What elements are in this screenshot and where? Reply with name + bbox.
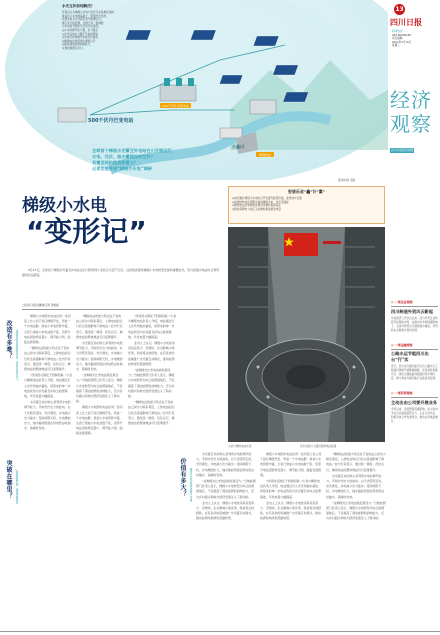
body-paragraph: 水光蓄互补的核心是利用水电的调节能力，平抑光伏出力的波动。白天光照充足时，光伏满发，水电减少出力蓄水；夜间或阴天时，水电增加出力，抽水蓄能机组在用电低谷时抽水、高峰时发电。	[24, 400, 71, 431]
headline	[22, 196, 222, 248]
sidebar	[391, 300, 438, 630]
info-line: ◎梯级电站协同优化调度运行	[62, 39, 96, 43]
headline-line2: “变形记”	[26, 215, 147, 248]
sidebar-tag: ◎ 一周企业观察	[391, 300, 413, 304]
info-line: ◎提高清洁能源消纳能力，	[62, 43, 93, 47]
sidebar-body: 中央经济工作会议以来，四川外贸企业积极开拓国际市场，在国内外多种因素影响下，全省外贸进出口继续稳中提质，外贸新业态新模式加快发展。	[391, 316, 438, 332]
section-title-line1: 经济	[390, 88, 432, 112]
sidebar-item	[391, 391, 438, 424]
section-subtitle: 四川日报经济观察	[391, 148, 414, 152]
river-label: 小金川	[232, 144, 244, 149]
grid-label: 500千伏丹巴变电站	[88, 118, 134, 124]
footer-divider	[0, 631, 440, 632]
date-line: 新闻热线：	[392, 30, 405, 33]
sidebar-item	[391, 300, 438, 333]
info-line: ◎小水电调节能力强、出力稳定	[62, 28, 98, 32]
highlight-line: ◎梯级电站统筹调度管理带来哪些积极变化	[232, 204, 281, 208]
body-paragraph: “这种模式让老电站焕发新活力。”当地能源部门负责人表示，梯级小水电转型为综合能源基地后，不仅提高了清洁能源的消纳能力，还为乡村振兴和地方经济发展注入了新动能。	[76, 373, 123, 404]
subhead-question: 价值有多大？	[179, 458, 186, 497]
body-paragraph: “梯级电站的最大特点在于各电站之间水力联系紧密，上游电站的运行状态直接影响下游电站。”业内专家表示，通过统一调度、优化运行，梯级电站的整体效益可以显著提升。	[128, 400, 175, 426]
date-block	[392, 30, 436, 48]
date-line: 星期三	[392, 44, 400, 48]
divider	[391, 397, 438, 398]
date-line: 2022年5月18日	[392, 40, 412, 44]
body-paragraph: “这种模式让老电站焕发新活力。”当地能源部门负责人表示，梯级小水电转型为综合能源基地后，不仅提高了清洁能源的消纳能力，还为乡村振兴和地方经济发展注入了新动能。	[326, 500, 386, 521]
highlight-line: ◎能源结构优化调整中如何兼顾水电、光伏及储能	[232, 200, 289, 204]
info-box-title: 水光互补如何解决？	[62, 4, 95, 8]
body-column-2	[76, 314, 124, 632]
subhead-subtitle: 创新体制机制、加强统筹规划	[15, 470, 18, 504]
body-paragraph: “改造的关键在于机制创新。”小金川梯级电站负责人介绍，电站通过引入光伏和抽水蓄能，将原来的单一水电站改造为水光蓄互补综合能源基地，年发电量大幅提高。	[128, 314, 176, 339]
sidebar-item	[391, 343, 438, 382]
info-line: 小水电站开展水光互补试点建设。	[62, 25, 101, 29]
lead-text: 5月17日，全球首个梯级水光蓄互补电站在四川阿坝州小金县正式投产运行。这是我省探索梯级小水电转型发展的重要尝试，将为我国水电站综合利用提供有益借鉴。	[22, 268, 220, 278]
intro-questions	[92, 148, 252, 172]
dam-interior-photo	[228, 227, 385, 442]
sidebar-tag: ◎ 一周金融观察	[391, 342, 413, 347]
lead-paragraph	[22, 268, 220, 298]
body-paragraph: “改造的关键在于机制创新。”小金川梯级电站负责人介绍，电站通过引入光伏和抽水蓄能，将原来的单一水电站改造为水光蓄互补综合能源基地，年发电量大幅提高。	[24, 373, 72, 399]
subhead-3-sub	[188, 468, 196, 538]
body-paragraph: “这种模式让老电站焕发新活力。”当地能源部门负责人表示，梯级小水电转型为综合能源基地后，不仅提高了清洁能源的消纳能力，还为乡村振兴和地方经济发展注入了新动能。	[128, 368, 175, 399]
sidebar-title[interactable]: 主动出击公司要开展业务	[391, 399, 438, 405]
info-line: 实现电网稳定运行。	[62, 46, 86, 50]
divider	[391, 349, 438, 350]
highlight-line: ◎既能保障电力供应又能增加新能源发电量	[232, 207, 281, 211]
photo-caption-left: 小金川梯级电站实景	[228, 445, 252, 448]
highlight-line: ◎如何通过梯级小水电综合开发提升经济价值，促进地方发展	[232, 197, 302, 200]
body-paragraph: 梯级小水电即水电站在同一条河流上自上而下进行梯级开发，形成一个水电站群。我省小水电资源丰富，全省已建成小水电站数千座，但部分电站因装机容量小、调节能力弱，面临发展困境。	[24, 314, 71, 345]
body-paragraph: 业内人士认为，梯级小水电改造具有投资少、见效快、生态影响小等优势。我省将总结经验，在有条件的流域推广水光蓄互补模式，推动能源结构绿色低碳转型。	[260, 500, 321, 521]
section-title	[390, 88, 440, 155]
body-column-5	[260, 452, 322, 632]
body-paragraph: 水光蓄互补的核心是利用水电的调节能力，平抑光伏出力的波动。白天光照充足时，光伏满发，水电减少出力蓄水；夜间或阴天时，水电增加出力，抽水蓄能机组在用电低谷时抽水、高峰时发电。	[326, 473, 385, 499]
intro-question: 有着怎样的挑战和意义？	[92, 160, 139, 165]
body-paragraph: 水光蓄互补的核心是利用水电的调节能力，平抑光伏出力的波动。白天光照充足时，光伏满发，水电减少出力蓄水；夜间或阴天时，水电增加出力，抽水蓄能机组在用电低谷时抽水、高峰时发电。	[196, 452, 255, 477]
body-paragraph: 业内人士认为，梯级小水电改造具有投资少、见效快、生态影响小等优势。我省将总结经验，在有条件的流域推广水光蓄互补模式，推动能源结构绿色低碳转型。	[196, 500, 255, 521]
photo-caption-right: 四川省四川大渡河流域电站枢纽	[300, 445, 337, 448]
subhead-subtitle: 梯级电站由谁来投资改造、改造后如何运行？	[15, 330, 18, 382]
body-column-3	[128, 314, 176, 632]
info-line: 有观点认为梯级小水电与光伏互补是最优选择，	[62, 11, 117, 14]
body-column-6	[326, 452, 386, 632]
body-paragraph: 梯级小水电即水电站在同一条河流上自上而下进行梯级开发，形成一个水电站群。我省小水电资源丰富，全省已建成小水电站数千座，但部分电站因装机容量小、调节能力弱，面临发展困境。	[76, 405, 123, 436]
intro-question: 记者走进我省“梯级小水电”调研	[92, 166, 152, 171]
sidebar-tag: ◎ 一周消费观察	[391, 391, 413, 396]
sidebar-title[interactable]: 四川制造外贸风云新起	[391, 308, 433, 314]
subhead-2-sub	[14, 470, 22, 540]
info-line: 实现水电与光伏的互补与协调运行。	[62, 18, 104, 22]
body-paragraph: “梯级电站的最大特点在于各电站之间水力联系紧密，上游电站的运行状态直接影响下游电站。”业内专家表示，通过统一调度、优化运行，梯级电站的整体效益可以显著提升。	[24, 346, 71, 372]
intro-question: 水电、光伏、抽水蓄能如何互补？	[92, 154, 155, 159]
body-paragraph: 水光蓄互补的核心是利用水电的调节能力，平抑光伏出力的波动。白天光照充足时，光伏满发，水电减少出力蓄水；夜间或阴天时，水电增加出力，抽水蓄能机组在用电低谷时抽水、高峰时发电。	[76, 341, 123, 372]
body-paragraph: “梯级电站的最大特点在于各电站之间水力联系紧密，上游电站的运行状态直接影响下游电站。”业内专家表示，通过统一调度、优化运行，梯级电站的整体效益可以显著提升。	[76, 314, 123, 339]
byline: □四川日报全媒体记者 李松松	[22, 303, 60, 307]
sidebar-body: 今年以来，受疫情等因素影响，四川省内多家企业面临经营压力，企业主动出击，积极寻求合作发展机会，推动业务恢复增长。	[391, 407, 438, 423]
divider	[391, 306, 438, 307]
body-paragraph: 梯级小水电即水电站在同一条河流上自上而下进行梯级开发，形成一个水电站群。我省小水电资源丰富，全省已建成小水电站数千座，但部分电站因装机容量小、调节能力弱，面临发展困境。	[260, 452, 322, 477]
section-title-line2: 观察	[390, 112, 432, 136]
info-line: ◎水电可快速调节补偿光伏波动	[62, 36, 98, 40]
paper-name: 四川日报	[390, 17, 422, 27]
highlight-box-title: 安居乐业“鑫”计“富”	[287, 189, 326, 194]
body-paragraph: “这种模式让老电站焕发新活力。”当地能源部门负责人表示，梯级小水电转型为综合能源基地后，不仅提高了清洁能源的消纳能力，还为乡村振兴和地方经济发展注入了新动能。	[196, 479, 256, 499]
subhead-subtitle: 梯级小水电如何发挥更大作用	[189, 468, 192, 502]
body-paragraph: “梯级电站的最大特点在于各电站之间水力联系紧密，上游电站的运行状态直接影响下游电站。”业内专家表示，通过统一调度、优化运行，梯级电站的整体效益可以显著提升。	[326, 452, 386, 472]
info-line: 据人民日报报道，全国已有一批梯级	[62, 21, 104, 25]
sidebar-body: 近日，四川省交通运输厅出台公路水运工程建设领域节能降碳措施，涉及绿色低碳出行、绿色交通基础设施建设等多项内容，助力我省交通运输行业高质量发展。	[391, 365, 438, 381]
subhead-question: 突破在哪里？	[5, 460, 12, 499]
info-line: 就是在小水电的基础上，配置光伏发电，	[62, 14, 109, 18]
sidebar-title[interactable]: 公路水运节能四川出台“行”实	[391, 351, 429, 363]
body-paragraph: “改造的关键在于机制创新。”小金川梯级电站负责人介绍，电站通过引入光伏和抽水蓄能，将原来的单一水电站改造为水光蓄互补综合能源基地，年发电量大幅提高。	[260, 479, 321, 499]
divider	[22, 309, 220, 310]
highlight-box	[228, 186, 385, 224]
reservoir-label: 梯级电站	[256, 152, 274, 157]
intro-question: 全球首个梯级水光蓄互补电站在川开展运行，	[92, 148, 176, 153]
subhead-question: 改造有多难？	[5, 320, 12, 359]
headline-line1: 梯级小水电	[22, 196, 107, 216]
page-number-badge: 13	[395, 6, 404, 13]
subhead-1-sub	[14, 330, 22, 400]
info-line: ◎光伏发电出力随天气波动明显	[62, 32, 98, 36]
body-column-1	[24, 314, 72, 632]
date-line: 028-86968180	[392, 33, 412, 37]
info-box	[62, 4, 160, 51]
date-line: 责任编辑：	[392, 37, 405, 41]
plant-label: 220千伏升压变电站	[162, 103, 189, 108]
diagram-credit: 图/新闻网 高路	[338, 179, 356, 182]
main-photo	[228, 227, 385, 442]
body-column-4	[196, 452, 256, 632]
body-paragraph: 业内人士认为，梯级小水电改造具有投资少、见效快、生态影响小等优势。我省将总结经验，在有条件的流域推广水光蓄互补模式，推动能源结构绿色低碳转型。	[128, 341, 175, 366]
